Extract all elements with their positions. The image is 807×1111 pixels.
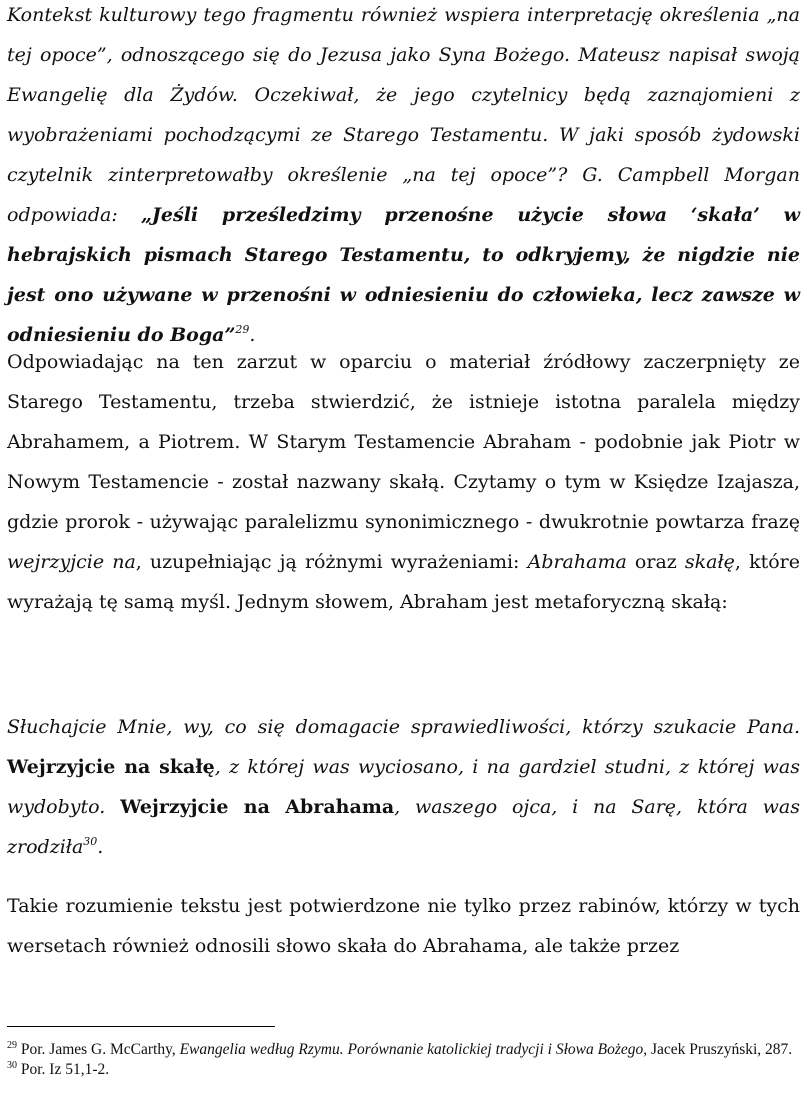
paragraph-2-text-3: oraz — [626, 551, 685, 573]
footnote-ref-30[interactable]: 30 — [83, 835, 98, 848]
scripture-quote — [7, 707, 800, 867]
paragraph-4 — [7, 886, 800, 966]
paragraph-2-text-4: , które wyrażają tę samą myśl. Jednym słowem, Abraham jest metaforyczną skałą: — [7, 551, 800, 613]
scripture-bold-1: Wejrzyjcie na skałę — [7, 756, 215, 778]
paragraph-2-text-1: Odpowiadając na ten zarzut w oparciu o materiał źródłowy zaczerpnięty ze Starego Testamentu, trzeba stwierdzić, że istnieje istotna paralela między Abrahamem, a Piotrem. W Starym Testamencie Abraham - podobnie jak Piotr w Nowym Testamencie - został nazwany skałą. Czytamy o tym w Księdze Izajasza, gdzie prorok - używając paralelizmu synonimicznego - dwukrotnie powtarza frazę — [7, 351, 800, 533]
morgan-quote: „Jeśli prześledzimy przenośne użycie słowa ‘skała’ w hebrajskich pismach Starego Testamentu, to odkryjemy, że nigdzie nie jest ono używane w przenośni w odniesieniu do człowieka, lecz zawsze w odniesieniu do Boga” — [7, 204, 800, 346]
footnote-number: 29 — [7, 1040, 17, 1051]
paragraph-2 — [7, 342, 800, 622]
footnote-29 — [7, 1040, 797, 1060]
footnote-30 — [7, 1060, 797, 1080]
paragraph-1-end: . — [249, 324, 256, 346]
scripture-bold-2: Wejrzyjcie na Abrahama — [120, 796, 395, 818]
word-abrahama: Abrahama — [527, 551, 627, 573]
footnote-text: Por. James G. McCarthy, — [17, 1041, 180, 1058]
scripture-end: . — [97, 836, 104, 858]
paragraph-1-text: Kontekst kulturowy tego fragmentu również wspiera interpretację określenia „na tej opoce”, odnoszącego się do Jezusa jako Syna Bożego. Mateusz napisał swoją Ewangelię dla Żydów. Oczekiwał, że jego czytelnicy będą zaznajomieni z wyobrażeniami pochodzącymi ze Starego Testamentu. W jaki sposób żydowski czytelnik zinterpretowałby określenie „na tej opoce”? G. Campbell Morgan odpowiada: — [7, 4, 800, 226]
footnote-separator — [7, 1026, 275, 1027]
scripture-text-3: , waszego ojca, i na Sarę, która was zrodziła — [7, 796, 800, 858]
scripture-text-2: , z której was wyciosano, i na gardziel studni, z której was wydobyto. — [7, 756, 800, 818]
paragraph-2-text-2: , uzupełniając ją różnymi wyrażeniami: — [135, 551, 528, 573]
footnote-text: Por. Iz 51,1-2. — [17, 1061, 110, 1078]
footnotes — [7, 1040, 797, 1080]
paragraph-4-text: Takie rozumienie tekstu jest potwierdzone nie tylko przez rabinów, którzy w tych wersetach również odnosili słowo skała do Abrahama, ale także przez — [7, 895, 800, 957]
scripture-text-1: Słuchajcie Mnie, wy, co się domagacie sprawiedliwości, którzy szukacie Pana. — [7, 716, 800, 738]
footnote-ref-29[interactable]: 29 — [235, 323, 250, 336]
word-skale: skałę — [684, 551, 735, 573]
footnote-text-end: , Jacek Pruszyński, 287. — [643, 1041, 793, 1058]
paragraph-1 — [7, 0, 800, 355]
footnote-number: 30 — [7, 1060, 17, 1071]
phrase-wejrzyjcie-na: wejrzyjcie na — [7, 551, 136, 573]
footnote-book-title: Ewangelia według Rzymu. Porównanie katolickiej tradycji i Słowa Bożego — [179, 1041, 644, 1058]
